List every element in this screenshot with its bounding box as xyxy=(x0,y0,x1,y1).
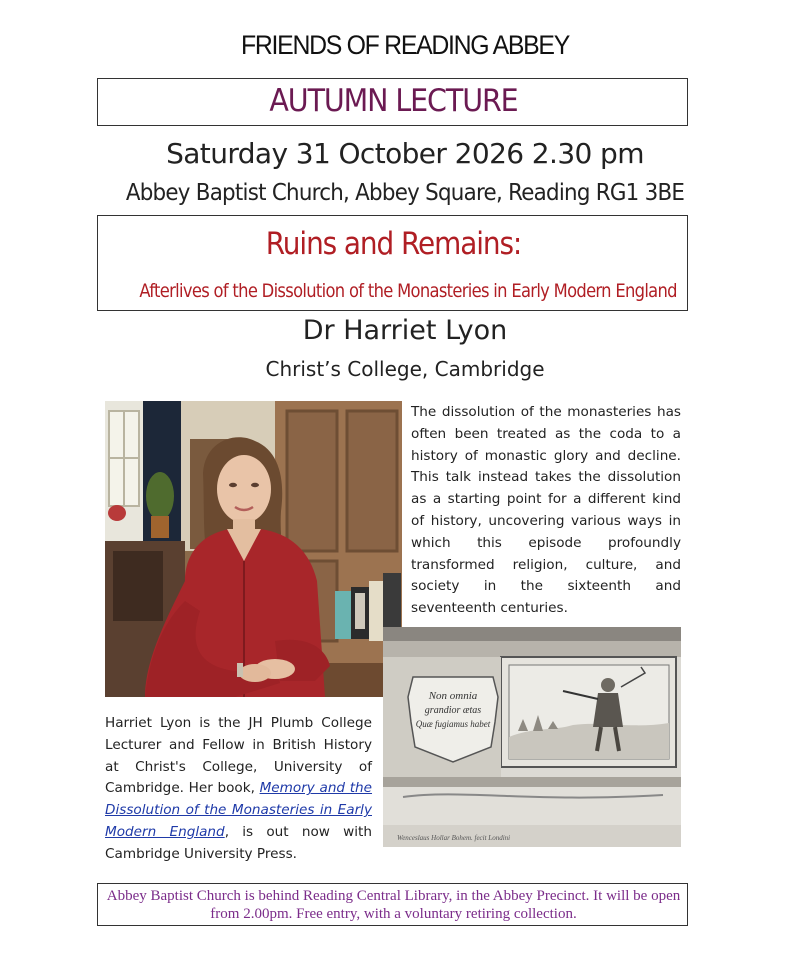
speaker-affiliation: Christ’s College, Cambridge xyxy=(265,357,545,381)
historical-engraving-image xyxy=(383,627,681,847)
talk-title: Ruins and Remains: xyxy=(265,226,522,262)
bio-text-start: Harriet Lyon is the JH Plumb College Lecturer and Fellow in British History at Christ's College, University of Cambridge. Her book, xyxy=(105,715,372,797)
talk-title-box xyxy=(97,215,688,311)
cartouche-line-3: Quæ fugiamus habet xyxy=(415,719,491,729)
lecture-abstract: The dissolution of the monasteries has often been treated as the coda to a history of monastic glory and decline. This talk instead takes the dissolution as a starting point for a different kind of history, uncovering various ways in which this episode profoundly transformed religion, culture, and society in the sixteenth and seventeenth centuries. xyxy=(411,404,681,617)
cartouche-line-1: Non omnia xyxy=(428,690,478,702)
footer-info-text: Abbey Baptist Church is behind Reading Central Library, in the Abbey Precinct. It will be open from 2.00pm. Free entry, with a voluntary retiring collection. xyxy=(106,888,681,922)
speaker-bio xyxy=(105,713,372,866)
speaker-name: Dr Harriet Lyon xyxy=(302,315,508,346)
lecture-title-box xyxy=(97,78,688,126)
event-date-time: Saturday 31 October 2026 2.30 pm xyxy=(166,137,644,170)
engraving-signature: Wenceslaus Hollar Bohem. fecit Londini xyxy=(397,834,511,842)
organization-name: FRIENDS OF READING ABBEY xyxy=(241,30,569,60)
cartouche-line-2: grandior ætas xyxy=(424,705,482,716)
speaker-portrait-photo xyxy=(105,401,402,697)
footer-info-box xyxy=(97,883,688,926)
event-venue: Abbey Baptist Church, Abbey Square, Reading RG1 3BE xyxy=(125,180,685,206)
talk-subtitle: Afterlives of the Dissolution of the Monasteries in Early Modern England xyxy=(139,280,677,302)
lecture-title: AUTUMN LECTURE xyxy=(269,83,518,119)
book-title-link[interactable]: Memory and the Dissolution of the Monasteries in Early Modern England xyxy=(105,780,373,840)
bio-text-end: , is out now with Cambridge University Press. xyxy=(105,823,373,862)
